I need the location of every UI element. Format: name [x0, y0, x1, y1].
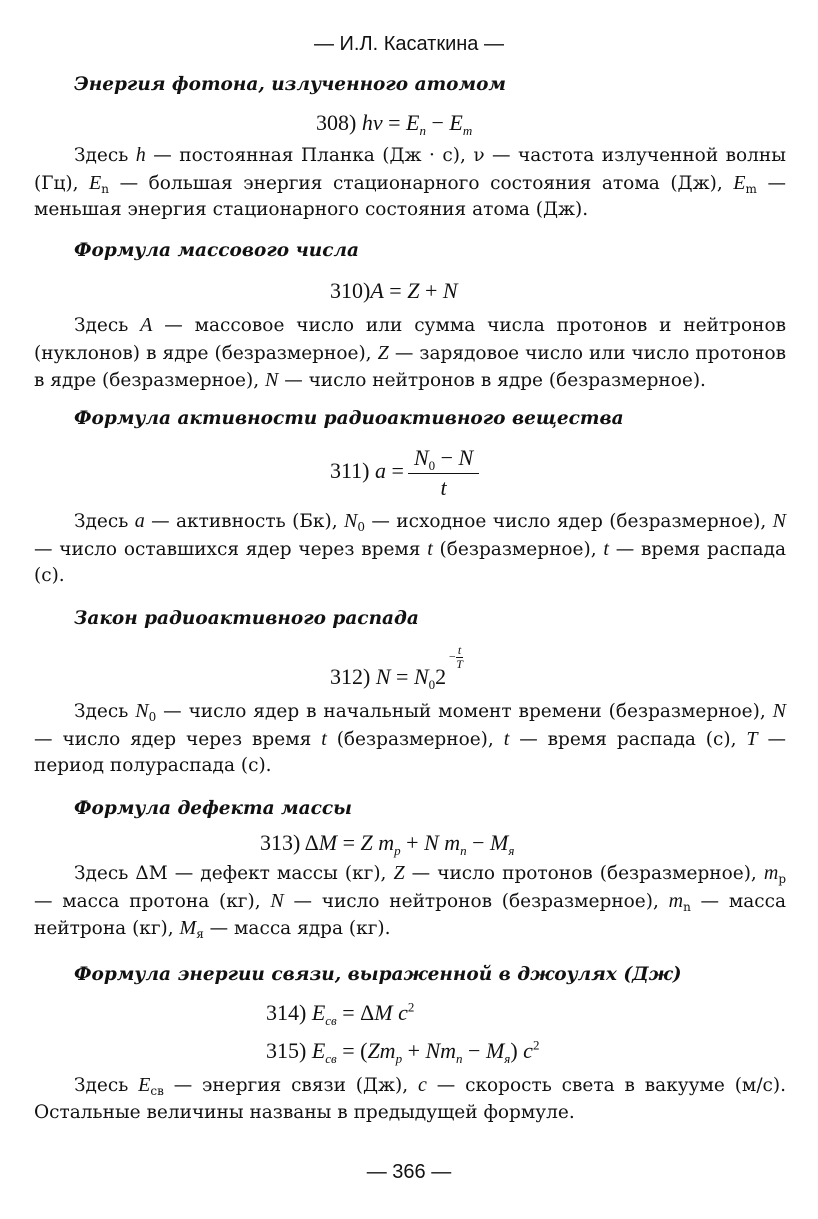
formula-315: 315) $E_{св} = (Zm_p + Nm_n - M_я)$ $c^2$ — [266, 1037, 540, 1066]
formula-explanation: Здесь a — активность (Бк), $N_0$ — исходное число ядер (безразмерное), N — число оставшихся ядер через время t (безразмерное), t — время распада (с). — [34, 510, 786, 586]
formula-explanation: Здесь h — постоянная Планка (Дж · с), ν — частота излученной волны (Гц), $E_n$ — большая энергия стационарного состояния атома (Дж), $E_m$ — меньшая энергия стационарного состояния атома (Дж). — [34, 144, 786, 220]
section-mass-defect — [34, 796, 786, 943]
formula-314: 314) $E_{св} = \Delta M$ $c^2$ — [266, 999, 415, 1028]
section-heading: Закон радиоактивного распада — [74, 608, 419, 629]
section-heading: Формула активности радиоактивного вещества — [74, 408, 624, 429]
section-photon-energy — [34, 72, 786, 224]
formula-explanation: Здесь A — массовое число или сумма числа протонов и нейтронов (нуклонов) в ядре (безразмерное), Z — зарядовое число или число протонов в ядре (безразмерное), N — число нейтронов в ядре (безразмерное). — [34, 314, 787, 391]
fraction: $\frac{N_0 - N}{t}$ — [408, 444, 479, 502]
section-activity — [34, 406, 786, 590]
formula-313: 313) ΔM = Z $m_p + N$ $m_n - M_я$ — [260, 830, 515, 858]
formula-312: 312) $N = N_02$ − $\frac{t}{T}$ — [330, 643, 463, 692]
section-mass-number — [34, 238, 786, 395]
section-heading: Энергия фотона, излученного атомом — [74, 74, 506, 95]
section-decay-law — [34, 606, 786, 780]
formula-explanation: Здесь $E_{св}$ — энергия связи (Дж), c — скорость света в вакууме (м/с). Остальные величины названы в предыдущей формуле. — [34, 1074, 787, 1123]
page-number: — 366 — — [366, 1161, 452, 1183]
formula-310: 310)A = Z + N — [330, 278, 458, 303]
formula-311: 311) a = $\frac{N_0 - N}{t}$ — [330, 444, 786, 502]
exponent: − $\frac{t}{T}$ — [448, 643, 463, 671]
formula-308: 308) $h\nu = E_n - E_m$ — [316, 110, 473, 138]
section-heading: Формула дефекта массы — [74, 798, 352, 819]
section-heading: Формула массового числа — [74, 240, 360, 261]
running-head: — И.Л. Касаткина — — [314, 33, 504, 55]
section-binding-energy — [34, 962, 786, 1126]
formula-explanation: Здесь ΔM — дефект массы (кг), Z — число протонов (безразмерное), $m_p$ — масса протона (кг), N — число нейтронов (безразмерное), $m_n$ — масса нейтрона (кг), $M_я$ — масса ядра (кг). — [34, 862, 787, 941]
formula-explanation: Здесь $N_0$ — число ядер в начальный момент времени (безразмерное), N — число ядер через время t (безразмерное), t — время распада (с), T — период полураспада (с). — [34, 700, 786, 776]
section-heading: Формула энергии связи, выраженной в джоулях (Дж) — [74, 964, 682, 985]
